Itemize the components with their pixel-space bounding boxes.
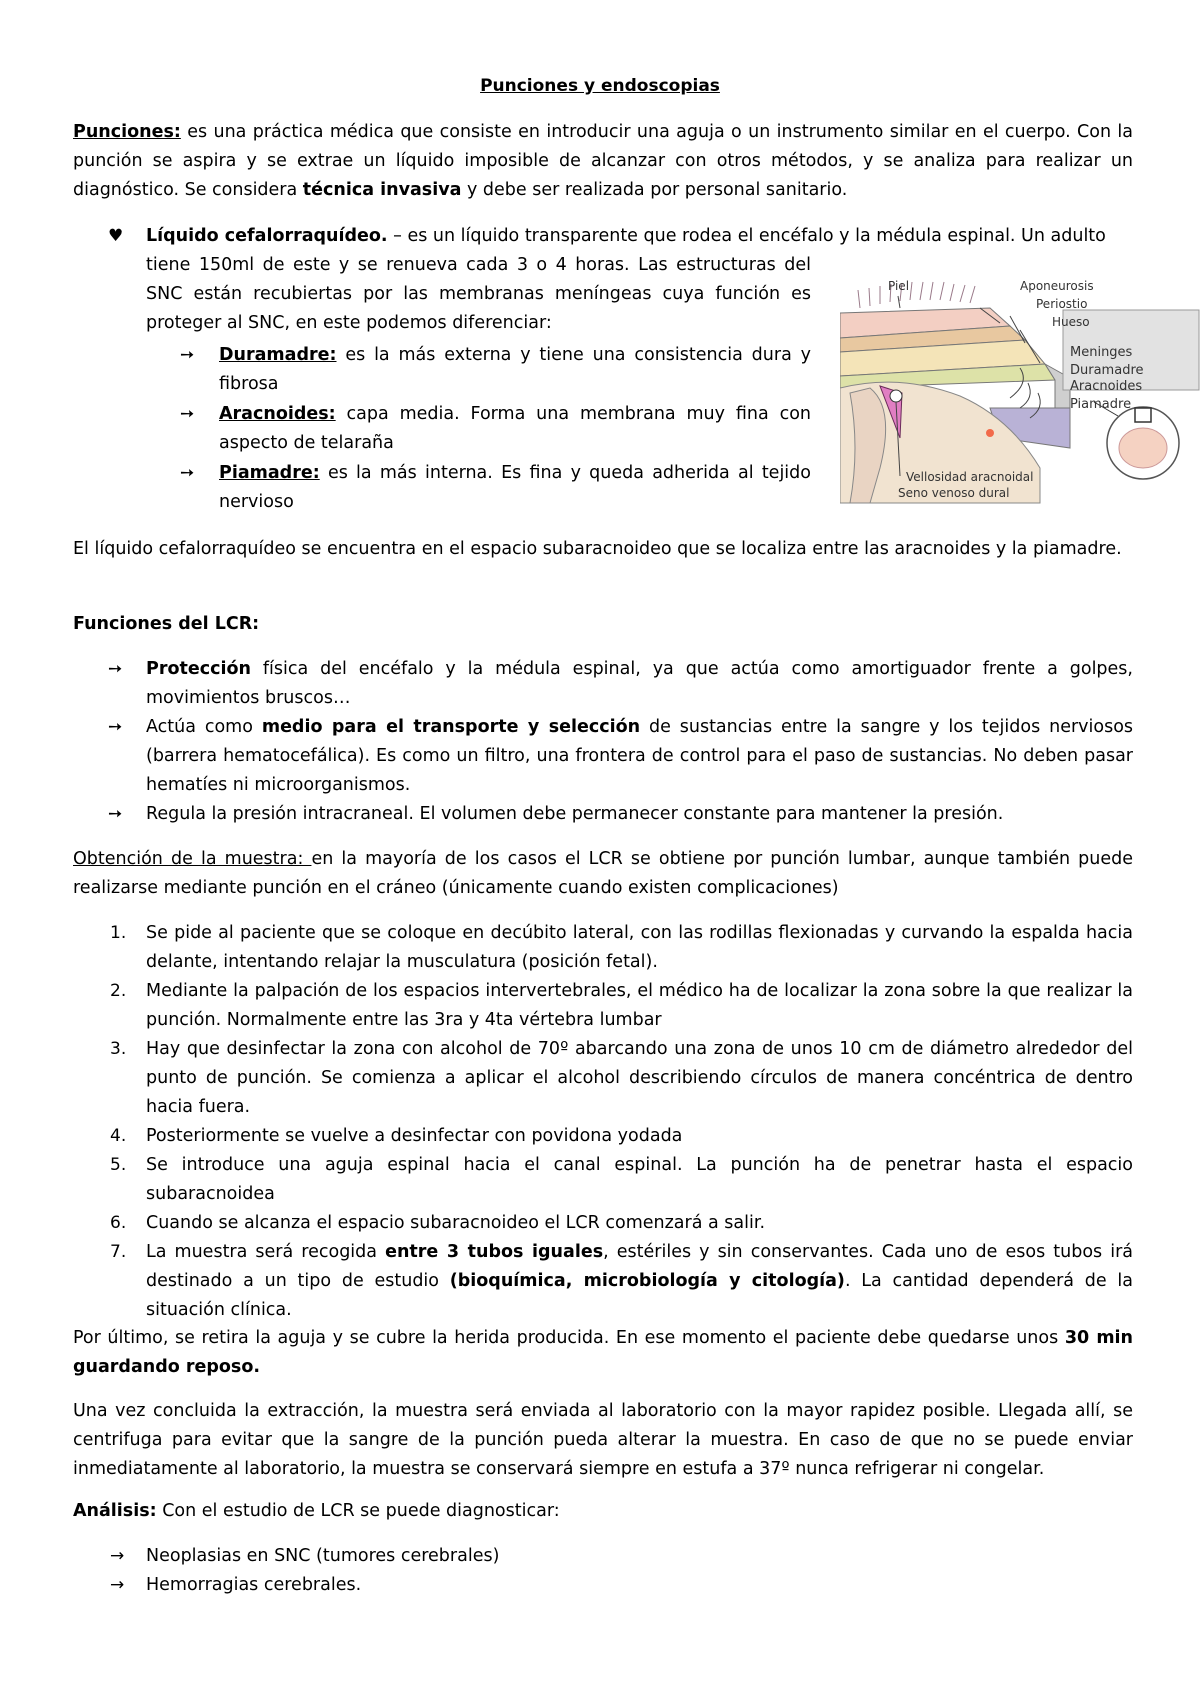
membrane-label: Duramadre:	[219, 345, 337, 365]
funcion-item	[146, 713, 1133, 800]
arrow-icon: →	[110, 1546, 125, 1566]
arrow-icon: ➙	[180, 463, 195, 483]
funcion-bold: medio para el transporte y selección	[261, 717, 641, 737]
funciones-heading: Funciones del LCR:	[73, 614, 260, 634]
funcion-text: Regula la presión intracraneal. El volumen debe permanecer constante para mantener la presión.	[146, 804, 1004, 824]
label-piel: Piel	[888, 279, 910, 293]
villus-dot	[986, 429, 994, 437]
step-number: 2.	[110, 981, 127, 1001]
intro-label: Punciones:	[73, 122, 181, 142]
page-title: Punciones y endoscopias	[480, 76, 720, 96]
analisis-text: Con el estudio de LCR se puede diagnosticar:	[156, 1501, 560, 1521]
meninges-diagram	[840, 268, 1200, 508]
funcion-text: de sustancias entre la sangre y los tejidos nerviosos (barrera hematocefálica). Es como un filtro, una frontera de control para el paso de sustancias. No deben pasar hematíes ni microorganismos.	[146, 717, 1134, 795]
lcr-line-2: tiene 150ml de este y se renueva cada 3 o 4 horas. Las estructuras del SNC están recubiertas por las membranas meníngeas cuya función es proteger al SNC, en este podemos diferenciar:	[146, 255, 811, 333]
arrow-icon: ➙	[180, 404, 195, 424]
membrane-item	[219, 400, 811, 458]
step-number: 7.	[110, 1242, 127, 1262]
step-text-part: , estériles y sin conservantes. Cada uno de esos tubos irá destinado a un tipo de estudio	[146, 1242, 1134, 1291]
membrane-item	[219, 459, 811, 517]
funcion-text: Actúa como	[146, 717, 262, 737]
step-text-part: La muestra será recogida	[146, 1242, 386, 1262]
step-text-part: . La cantidad dependerá de la situación clínica.	[146, 1271, 1133, 1320]
step-text: Se pide al paciente que se coloque en decúbito lateral, con las rodillas flexionadas y curvando la espalda hacia delante, intentando relajar la musculatura (posición fetal).	[146, 923, 1133, 972]
step-bold: entre 3 tubos iguales	[385, 1242, 604, 1262]
intro-text-1: es una práctica médica que consiste en introducir una aguja o un instrumento similar en el cuerpo. Con la punción se aspira y se extrae un líquido imposible de alcanzar con otros métodos, y se analiza para realizar un diagnóstico. Se considera	[73, 122, 1133, 200]
funcion-bold: Protección	[146, 659, 251, 679]
arrow-icon: ➙	[108, 804, 123, 824]
funcion-item	[146, 800, 1133, 829]
ultimo-paragraph	[73, 1324, 1133, 1382]
heart-icon: ♥	[108, 226, 124, 246]
step-number: 1.	[110, 923, 127, 943]
step-text: Mediante la palpación de los espacios intervertebrales, el médico ha de localizar la zona sobre la que realizar la punción. Normalmente entre las 3ra y 4ta vértebra lumbar	[146, 981, 1133, 1030]
label-periostio: Periostio	[1036, 297, 1088, 311]
lcr-text-1: – es un líquido transparente que rodea el encéfalo y la médula espinal. Un adulto	[387, 226, 1106, 246]
label-aracnoides: Aracnoides	[1070, 379, 1143, 394]
step-number: 3.	[110, 1039, 127, 1059]
head-icon	[1094, 402, 1179, 479]
membrane-text: es la más externa y tiene una consistencia dura y fibrosa	[219, 345, 811, 394]
ultimo-bold: 30 min guardando reposo.	[73, 1328, 1134, 1377]
membrane-label: Aracnoides:	[219, 404, 336, 424]
villus-marker	[890, 390, 902, 402]
ultimo-text: Por último, se retira la aguja y se cubre la herida producida. En ese momento el paciente debe quedarse unos	[73, 1328, 1065, 1348]
arrow-icon: →	[110, 1575, 125, 1595]
analisis-label: Análisis:	[73, 1501, 157, 1521]
label-seno: Seno venoso dural	[898, 486, 1010, 500]
membrane-label: Piamadre:	[219, 463, 320, 483]
arrow-icon: ➙	[108, 659, 123, 679]
extraccion-paragraph: Una vez concluida la extracción, la muestra será enviada al laboratorio con la mayor rapidez posible. Llegada allí, se centrifuga para evitar que la sangre de la punción pueda alterar la muestra. En caso de que no se puede enviar inmediatamente al laboratorio, la muestra se conservará siempre en estufa a 37º nunca refrigerar ni congelar.	[73, 1401, 1133, 1479]
label-vellosidad: Vellosidad aracnoidal	[906, 470, 1034, 484]
step-text: Se introduce una aguja espinal hacia el canal espinal. La punción ha de penetrar hasta el espacio subaracnoidea	[146, 1155, 1133, 1204]
membrane-item	[219, 341, 811, 399]
obtencion-paragraph	[73, 845, 1133, 903]
analisis-item: Neoplasias en SNC (tumores cerebrales)	[146, 1546, 500, 1566]
funcion-item	[146, 655, 1133, 713]
lcr-label: Líquido cefalorraquídeo.	[146, 226, 388, 246]
label-meninges: Meninges	[1070, 345, 1133, 360]
analisis-paragraph	[73, 1497, 1133, 1526]
hair	[858, 282, 975, 308]
arrow-icon: ➙	[180, 345, 195, 365]
step-text: Hay que desinfectar la zona con alcohol de 70º abarcando una zona de unos 10 cm de diámetro alrededor del punto de punción. Se comienza a aplicar el alcohol describiendo círculos de manera concéntrica de dentro hacia fuera.	[146, 1039, 1133, 1117]
obtencion-text: en la mayoría de los casos el LCR se obtiene por punción lumbar, aunque también puede realizarse mediante punción en el cráneo (únicamente cuando existen complicaciones)	[73, 849, 1133, 898]
funcion-text: física del encéfalo y la médula espinal, ya que actúa como amortiguador frente a golpes, movimientos bruscos…	[146, 659, 1133, 708]
step-bold: (bioquímica, microbiología y citología)	[449, 1271, 845, 1291]
intro-paragraph	[73, 118, 1133, 205]
step-text	[146, 1238, 1133, 1325]
analisis-item: Hemorragias cerebrales.	[146, 1575, 362, 1595]
step-number: 5.	[110, 1155, 127, 1175]
espacio-paragraph: El líquido cefalorraquídeo se encuentra en el espacio subaracnoideo que se localiza entre las aracnoides y la piamadre.	[73, 539, 1122, 559]
obtencion-label: Obtención de la muestra:	[73, 849, 312, 869]
arrow-icon: ➙	[108, 717, 123, 737]
intro-text-2: y debe ser realizada por personal sanitario.	[461, 180, 848, 200]
step-text: Posteriormente se vuelve a desinfectar con povidona yodada	[146, 1126, 683, 1146]
step-text: Cuando se alcanza el espacio subaracnoideo el LCR comenzará a salir.	[146, 1213, 766, 1233]
membrane-text: es la más interna. Es fina y queda adherida al tejido nervioso	[219, 463, 811, 512]
label-piamadre: Piamadre	[1070, 397, 1132, 412]
label-duramadre: Duramadre	[1070, 363, 1144, 378]
step-number: 4.	[110, 1126, 127, 1146]
membrane-text: capa media. Forma una membrana muy fina con aspecto de telaraña	[219, 404, 811, 453]
step-number: 6.	[110, 1213, 127, 1233]
intro-bold: técnica invasiva	[302, 180, 462, 200]
label-hueso: Hueso	[1052, 315, 1090, 329]
label-aponeurosis: Aponeurosis	[1020, 279, 1094, 293]
lcr-line-1	[146, 222, 1134, 251]
